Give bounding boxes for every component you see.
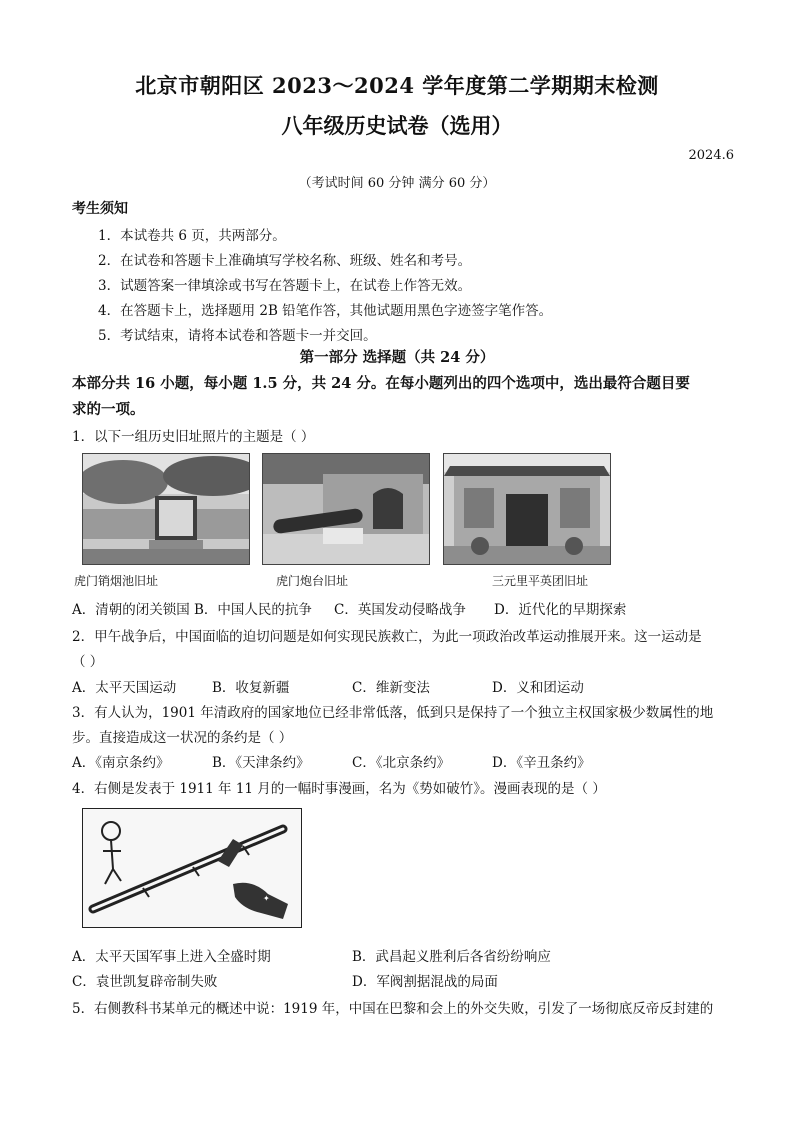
part1-title: 第一部分 选择题（共 24 分） — [299, 349, 495, 366]
q2-stem-cont: （ ） — [72, 654, 104, 670]
q3-options — [72, 751, 591, 771]
photo-humen-fort — [262, 453, 430, 565]
photo-caption: 虎门销烟池旧址 — [74, 574, 159, 588]
exam-date: 2024.6 — [688, 148, 734, 163]
photo-opium-pool — [82, 453, 250, 565]
notice-item: 4．在答题卡上，选择题用 2B 铅笔作答，其他试题用黑色字迹签字笔作答。 — [98, 303, 553, 319]
notice-item: 1．本试卷共 6 页，共两部分。 — [98, 228, 286, 244]
q4-options-row2 — [72, 970, 498, 990]
option-d: D．《辛丑条约》 — [492, 755, 591, 771]
q4-stem: 4．右侧是发表于 1911 年 11 月的一幅时事漫画，名为《势如破竹》。漫画表现的是（ ） — [72, 781, 606, 797]
notice-heading: 考生须知 — [72, 201, 128, 217]
cannon-image-icon — [263, 454, 429, 564]
option-d: D．军阀割据混战的局面 — [352, 974, 498, 990]
option-b: B．中国人民的抗争 — [194, 602, 312, 618]
q4-options-row1 — [72, 945, 551, 965]
option-a: A．清朝的闭关锁国 — [72, 602, 190, 618]
q3-stem: 3．有人认为，1901 年清政府的国家地位已经非常低落，低到只是保持了一个独立主权国家极少数属性的地 — [72, 705, 714, 721]
exam-title: 北京市朝阳区 2023～2024 学年度第二学期期末检测 — [135, 73, 659, 98]
option-b: B．收复新疆 — [212, 680, 290, 696]
part1-instructions: 本部分共 16 小题，每小题 1.5 分，共 24 分。在每小题列出的四个选项中，选出最符合题目要 — [72, 375, 690, 392]
option-b: B．武昌起义胜利后各省纷纷响应 — [352, 949, 551, 965]
temple-image-icon — [444, 454, 610, 564]
q3-stem-cont: 步。直接造成这一状况的条约是（ ） — [72, 730, 293, 746]
q2-stem: 2．甲午战争后，中国面临的迫切问题是如何实现民族救亡，为此一项政治改革运动推展开来。这一运动是 — [72, 629, 702, 645]
option-a: A．太平天国运动 — [72, 680, 177, 696]
option-d: D．近代化的早期探索 — [494, 602, 627, 618]
svg-text:✦: ✦ — [263, 894, 270, 903]
bamboo-cartoon-icon — [83, 809, 301, 927]
option-c: C．维新变法 — [352, 680, 430, 696]
q2-options — [72, 676, 584, 696]
option-a: A．《南京条约》 — [72, 755, 170, 771]
exam-info: （考试时间 60 分钟 满分 60 分） — [298, 176, 496, 191]
photo-caption: 三元里平英团旧址 — [492, 574, 589, 588]
photo-caption: 虎门炮台旧址 — [276, 574, 349, 588]
option-b: B．《天津条约》 — [212, 755, 310, 771]
option-c: C．英国发动侵略战争 — [334, 602, 466, 618]
photo-sanyuanli — [443, 453, 611, 565]
cartoon-image — [82, 808, 302, 928]
option-d: D．义和团运动 — [492, 680, 584, 696]
part1-instructions-cont: 求的一项。 — [72, 401, 145, 418]
opium-pool-image-icon — [83, 454, 249, 564]
notice-item: 5．考试结束，请将本试卷和答题卡一并交回。 — [98, 328, 377, 344]
q5-stem: 5．右侧教科书某单元的概述中说：1919 年，中国在巴黎和会上的外交失败，引发了一场彻底反帝反封建的 — [72, 1001, 714, 1017]
option-c: C．《北京条约》 — [352, 755, 451, 771]
q1-stem: 1．以下一组历史旧址照片的主题是（ ） — [72, 429, 315, 445]
notice-item: 2．在试卷和答题卡上准确填写学校名称、班级、姓名和考号。 — [98, 253, 472, 269]
exam-subtitle: 八年级历史试卷（选用） — [281, 113, 513, 138]
option-c: C．袁世凯复辟帝制失败 — [72, 974, 218, 990]
q1-options — [72, 598, 626, 618]
notice-item: 3．试题答案一律填涂或书写在答题卡上，在试卷上作答无效。 — [98, 278, 472, 294]
option-a: A．太平天国军事上进入全盛时期 — [72, 949, 271, 965]
